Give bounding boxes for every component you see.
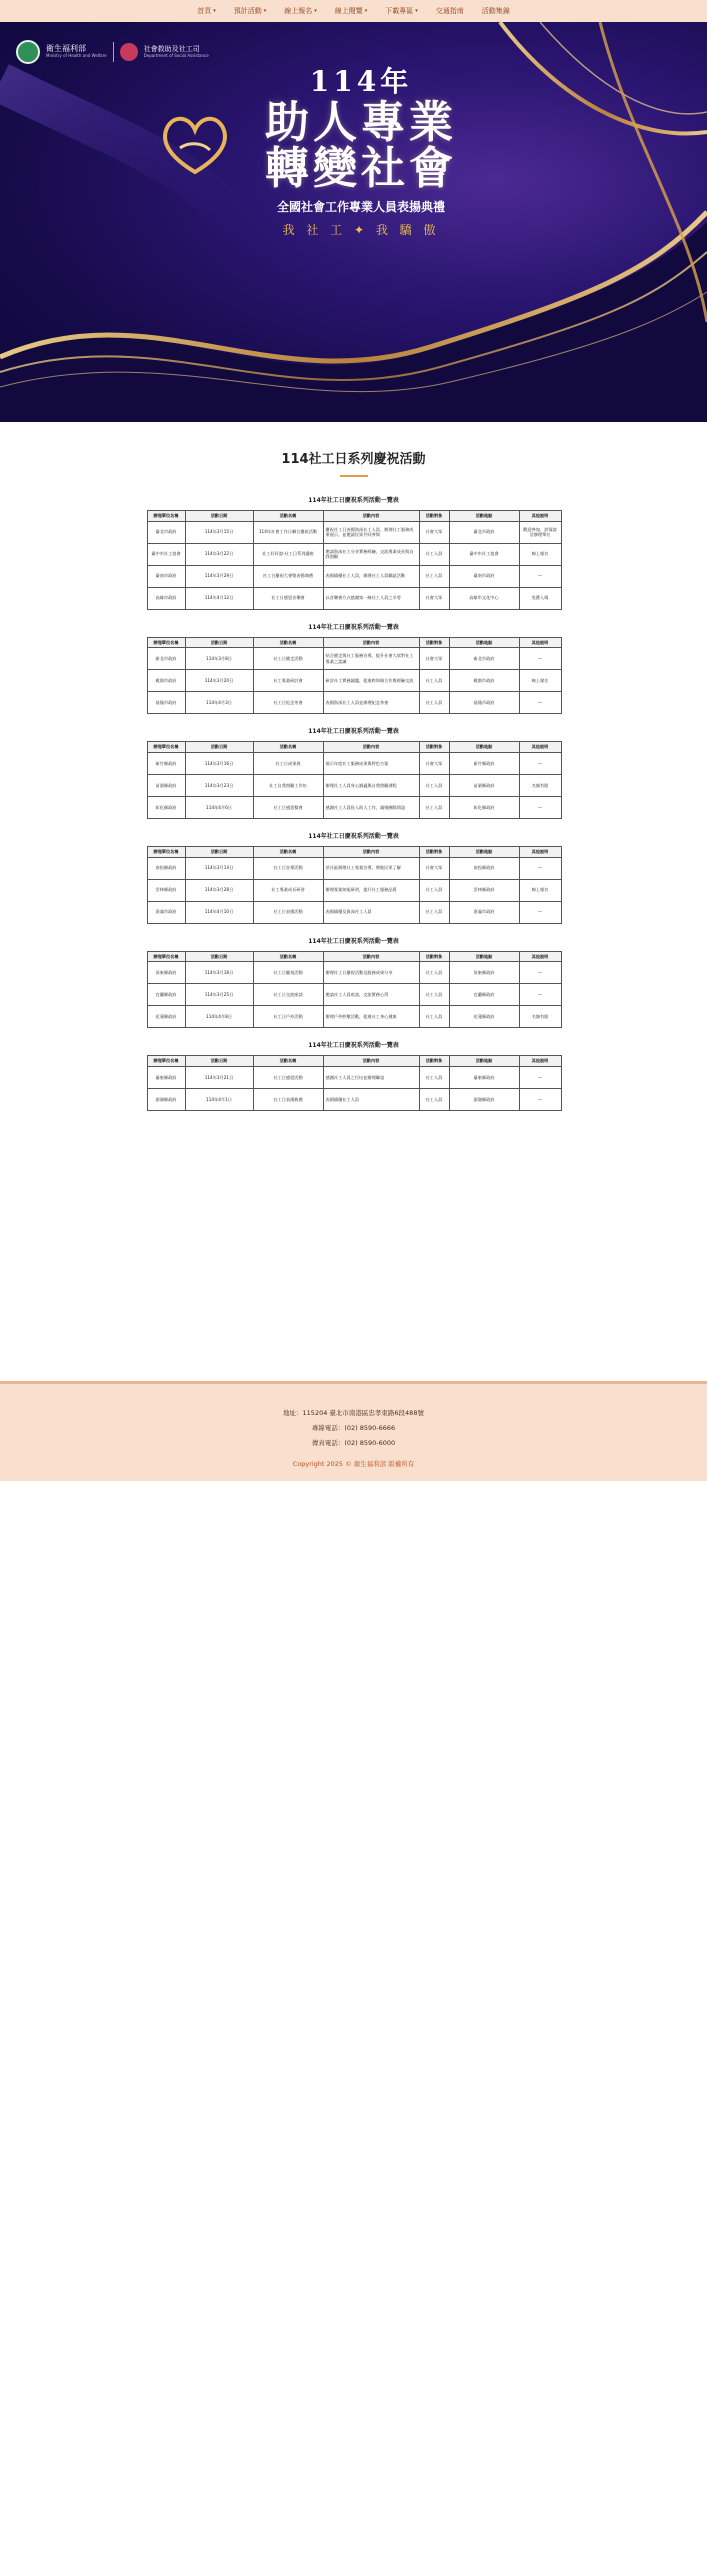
table-row	[147, 962, 561, 984]
table-cell: 社工人員	[419, 984, 449, 1006]
column-header: 活動日期	[185, 951, 253, 962]
column-header: 活動地點	[449, 847, 519, 858]
table-cell: 社工日健走活動	[253, 648, 323, 670]
column-header: 活動對象	[419, 637, 449, 648]
title-underline	[340, 475, 368, 477]
table-cell: 114年3月23日	[185, 775, 253, 797]
table-row	[147, 565, 561, 587]
schedule-table	[147, 846, 562, 924]
column-header: 辦理單位名稱	[147, 951, 185, 962]
column-header: 其他說明	[519, 742, 561, 753]
table-cell: 表揚績優社工人員	[323, 1089, 419, 1111]
table-cell: 彰化縣政府	[449, 797, 519, 819]
table-cell: 社會大眾	[419, 753, 449, 775]
table-cell: 社工人員	[419, 962, 449, 984]
table-cell: 表揚績優社工人員，辦理社工人員聯誼活動	[323, 565, 419, 587]
hero-headline-2: 轉變社會	[265, 143, 457, 195]
schedule-table	[147, 951, 562, 1029]
main-content	[0, 448, 707, 1111]
table-cell: 社工人員	[419, 797, 449, 819]
column-header: 其他說明	[519, 1056, 561, 1067]
column-header: 活動名稱	[253, 637, 323, 648]
chevron-down-icon: ▾	[415, 8, 418, 14]
column-header: 其他說明	[519, 847, 561, 858]
nav-item-label: 首頁	[197, 7, 212, 15]
footer-phone: 專線電話：(02) 8590-6666	[311, 1424, 396, 1433]
column-header: 辦理單位名稱	[147, 742, 185, 753]
table-cell: 桃園市政府	[449, 670, 519, 692]
table-cell: 臺東縣政府	[449, 1067, 519, 1089]
table-cell: 社工人員	[419, 775, 449, 797]
table-cell: 免費入場	[519, 587, 561, 609]
table-row	[147, 521, 561, 543]
table-cell: 社工日慶祝大會暨表揚典禮	[253, 565, 323, 587]
table-cell: 臺南市政府	[147, 565, 185, 587]
footer-address: 地址：115204 臺北市南港區忠孝東路6段488號	[283, 1409, 424, 1418]
column-header: 活動日期	[185, 742, 253, 753]
column-header: 活動名稱	[253, 951, 323, 962]
table-cell: 名額有限	[519, 775, 561, 797]
table-cell: 於社區辦理社工專業宣導，增進民眾了解	[323, 857, 419, 879]
table-cell: 114年4月1日	[185, 1089, 253, 1111]
table-cell: 114年3月29日	[185, 565, 253, 587]
table-heading: 114年社工日慶祝系列活動一覽表	[308, 937, 399, 945]
column-header: 活動內容	[323, 847, 419, 858]
hero-subtitle: 全國社會工作專業人員表揚典禮	[276, 200, 445, 215]
table-cell: 表揚績優及資深社工人員	[323, 901, 419, 923]
column-header: 活動地點	[449, 742, 519, 753]
column-header: 活動內容	[323, 1056, 419, 1067]
table-cell: 感謝社工人員之付出並辦理聯誼	[323, 1067, 419, 1089]
column-header: 辦理單位名稱	[147, 847, 185, 858]
table-cell: 表揚資深社工人員並辦理紀念茶會	[323, 692, 419, 714]
table-cell: 114年4月6日	[185, 797, 253, 819]
table-cell: 嘉義市政府	[449, 901, 519, 923]
column-header: 其他說明	[519, 637, 561, 648]
table-cell: 臺中市社工協會	[147, 543, 185, 565]
table-cell: 社工人員	[419, 1089, 449, 1111]
table-cell: 社工日紀念茶會	[253, 692, 323, 714]
table-cell: 社會大眾	[419, 587, 449, 609]
nav-item-6[interactable]	[482, 6, 510, 16]
table-cell: 花蓮縣政府	[147, 1006, 185, 1028]
table-cell: 慶祝社工日表揚資深社工人員、辦理社工服務成果展示，並邀請民眾共同參與	[323, 521, 419, 543]
schedule-table	[147, 637, 562, 715]
table-cell: 雲林縣政府	[449, 879, 519, 901]
table-row	[147, 1067, 561, 1089]
column-header: 活動地點	[449, 637, 519, 648]
table-cell: 辦理專業知能研習，提升社工服務品質	[323, 879, 419, 901]
table-cell: 114年3月8日	[185, 648, 253, 670]
footer-copyright: Copyright 2025 © 衛生福利部 版權所有	[292, 1460, 415, 1469]
table-cell: 社工日感恩活動	[253, 1067, 323, 1089]
column-header: 活動內容	[323, 951, 419, 962]
ministry-english: Ministry of Health and Welfare	[46, 53, 107, 59]
table-row	[147, 1089, 561, 1111]
table-cell: 感謝社工人員投入助人工作，凝聚團隊情誼	[323, 797, 419, 819]
schedule-block	[147, 831, 561, 924]
table-cell: 社工人員	[419, 565, 449, 587]
table-cell: 基隆市政府	[147, 692, 185, 714]
nav-item-label: 活動集錦	[481, 7, 510, 15]
page-title: 114社工日系列慶祝活動	[281, 452, 426, 467]
table-cell: 線上報名	[519, 670, 561, 692]
logo-divider	[113, 42, 114, 62]
schedule-tables	[0, 495, 707, 1111]
table-cell: 臺中市社工協會	[449, 543, 519, 565]
table-cell: 社工人員	[419, 543, 449, 565]
table-cell: —	[519, 565, 561, 587]
table-heading: 114年社工日慶祝系列活動一覽表	[308, 1042, 399, 1050]
schedule-block	[147, 726, 561, 819]
table-cell: 澎湖縣政府	[147, 1089, 185, 1111]
table-cell: 社工好好說-社工日系列講座	[253, 543, 323, 565]
table-cell: 屏東縣政府	[147, 962, 185, 984]
table-cell: 114年社會工作日聯合慶祝活動	[253, 521, 323, 543]
table-heading: 114年社工日慶祝系列活動一覽表	[308, 728, 399, 736]
chevron-down-icon: ▾	[263, 8, 267, 14]
table-cell: 114年4月8日	[185, 1006, 253, 1028]
hero-banner	[0, 22, 707, 422]
table-cell: 花蓮縣政府	[449, 1006, 519, 1028]
table-cell: 114年4月12日	[185, 587, 253, 609]
column-header: 活動對象	[419, 847, 449, 858]
table-cell: 114年3月21日	[185, 1067, 253, 1089]
table-cell: 114年3月14日	[185, 857, 253, 879]
table-cell: 社工日表揚典禮	[253, 1089, 323, 1111]
table-cell: 社工日慶祝活動	[253, 962, 323, 984]
table-cell: 辦理社工日慶祝活動及服務成果分享	[323, 962, 419, 984]
table-cell: 結合健走與社工服務宣導，提升社會大眾對社工專業之認識	[323, 648, 419, 670]
table-cell: 社工人員	[419, 670, 449, 692]
table-cell: 114年3月25日	[185, 984, 253, 1006]
table-row	[147, 692, 561, 714]
table-cell: 社會大眾	[419, 521, 449, 543]
table-heading: 114年社工日慶祝系列活動一覽表	[308, 833, 399, 841]
chevron-down-icon: ▾	[364, 8, 368, 14]
site-footer	[0, 1381, 707, 1481]
column-header: 辦理單位名稱	[147, 511, 185, 522]
table-cell: 社會大眾	[419, 857, 449, 879]
table-cell: 社工日戶外活動	[253, 1006, 323, 1028]
nav-item-2[interactable]	[284, 6, 317, 16]
table-heading: 114年社工日慶祝系列活動一覽表	[308, 623, 399, 631]
column-header: 活動名稱	[253, 1056, 323, 1067]
table-cell: 114年3月28日	[185, 879, 253, 901]
table-row	[147, 775, 561, 797]
schedule-table	[147, 741, 562, 819]
schedule-table	[147, 510, 562, 610]
table-row	[147, 879, 561, 901]
table-cell: 114年3月18日	[185, 962, 253, 984]
table-cell: 新竹縣政府	[449, 753, 519, 775]
table-cell: 114年3月22日	[185, 543, 253, 565]
table-cell: 嘉義市政府	[147, 901, 185, 923]
ministry-seal-icon	[16, 40, 40, 64]
hero-slogan: 我 社 工 ✦ 我 驕 傲	[282, 223, 440, 238]
department-name: 社會救助及社工司	[143, 44, 200, 53]
table-row	[147, 543, 561, 565]
column-header: 活動名稱	[253, 742, 323, 753]
table-cell: 澎湖縣政府	[449, 1089, 519, 1111]
table-cell: 社工自我照顧工作坊	[253, 775, 323, 797]
table-cell: —	[519, 984, 561, 1006]
chevron-down-icon: ▾	[314, 8, 317, 14]
nav-item-5[interactable]	[436, 6, 464, 16]
table-cell: 社工日宣導活動	[253, 857, 323, 879]
nav-item-4[interactable]	[385, 6, 418, 16]
table-row	[147, 587, 561, 609]
schedule-block	[147, 1040, 561, 1111]
table-cell: —	[519, 692, 561, 714]
table-cell: 社工人員	[419, 879, 449, 901]
table-cell: 社工日成果展	[253, 753, 323, 775]
table-cell: 社工人員	[419, 1006, 449, 1028]
table-heading: 114年社工日慶祝系列活動一覽表	[308, 497, 399, 504]
table-cell: 社工日表揚活動	[253, 901, 323, 923]
table-row	[147, 648, 561, 670]
table-row	[147, 901, 561, 923]
table-cell: 歡迎參加，詳情請洽辦理單位	[519, 521, 561, 543]
table-cell: 研討社工實務議題，促進跨領域合作與經驗交流	[323, 670, 419, 692]
table-cell: 114年3月16日	[185, 753, 253, 775]
table-cell: —	[519, 1067, 561, 1089]
table-cell: 臺東縣政府	[147, 1067, 185, 1089]
nav-item-label: 線上報名	[284, 7, 313, 15]
table-cell: 社工人員	[419, 1067, 449, 1089]
table-cell: 社工專業成長研習	[253, 879, 323, 901]
column-header: 辦理單位名稱	[147, 1056, 185, 1067]
table-cell: 高雄市文化中心	[449, 587, 519, 609]
nav-item-1[interactable]	[234, 6, 267, 16]
nav-item-label: 預計活動	[233, 7, 262, 15]
table-cell: 新竹縣政府	[147, 753, 185, 775]
table-cell: 苗栗縣政府	[147, 775, 185, 797]
column-header: 活動內容	[323, 637, 419, 648]
table-cell: 邀請社工人員座談，交流實務心得	[323, 984, 419, 1006]
table-row	[147, 753, 561, 775]
table-cell: 名額有限	[519, 1006, 561, 1028]
nav-item-0[interactable]	[197, 6, 216, 16]
table-cell: 屏東縣政府	[449, 962, 519, 984]
table-cell: —	[519, 1089, 561, 1111]
schedule-block	[147, 495, 561, 610]
table-cell: 114年3月20日	[185, 670, 253, 692]
hero-title-block	[216, 60, 506, 238]
table-cell: 114年4月10日	[185, 901, 253, 923]
chevron-down-icon: ▾	[213, 8, 216, 14]
table-row	[147, 797, 561, 819]
column-header: 活動對象	[419, 1056, 449, 1067]
table-cell: 辦理社工人員身心調適與自我照顧課程	[323, 775, 419, 797]
table-cell: 邀請資深社工分享實務經驗，交流專業成長與自我照顧	[323, 543, 419, 565]
column-header: 活動地點	[449, 951, 519, 962]
schedule-block	[147, 622, 561, 715]
nav-item-label: 交通指南	[435, 7, 464, 15]
table-row	[147, 857, 561, 879]
table-cell: 線上報名	[519, 879, 561, 901]
column-header: 活動對象	[419, 742, 449, 753]
hero-headline-1: 助人專業	[265, 97, 457, 148]
table-cell: 高雄市政府	[147, 587, 185, 609]
table-cell: 社工日交流座談	[253, 984, 323, 1006]
table-cell: 114年3月15日	[185, 521, 253, 543]
table-cell: —	[519, 901, 561, 923]
department-logo-icon	[120, 43, 138, 61]
column-header: 活動日期	[185, 847, 253, 858]
column-header: 活動內容	[323, 511, 419, 522]
table-row	[147, 670, 561, 692]
logo-area	[16, 40, 209, 64]
top-navigation	[0, 0, 707, 22]
table-cell: 新北市政府	[147, 648, 185, 670]
table-cell: 辦理戶外紓壓活動，促進社工身心健康	[323, 1006, 419, 1028]
table-cell: 桃園市政府	[147, 670, 185, 692]
table-cell: 社工人員	[419, 692, 449, 714]
table-row	[147, 984, 561, 1006]
column-header: 辦理單位名稱	[147, 637, 185, 648]
ministry-name: 衛生福利部	[46, 44, 86, 54]
table-cell: 社會大眾	[419, 648, 449, 670]
column-header: 活動名稱	[253, 847, 323, 858]
table-cell: —	[519, 648, 561, 670]
nav-item-label: 線上閱覽	[334, 7, 363, 15]
table-cell: 以音樂會方式感謝第一線社工人員之辛勞	[323, 587, 419, 609]
table-cell: 社工專業研討會	[253, 670, 323, 692]
table-cell: 宜蘭縣政府	[449, 984, 519, 1006]
table-cell: 南投縣政府	[147, 857, 185, 879]
table-cell: 114年4月3日	[185, 692, 253, 714]
table-cell: 展示年度社工服務成果與特色方案	[323, 753, 419, 775]
table-cell: —	[519, 797, 561, 819]
nav-item-3[interactable]	[335, 6, 368, 16]
column-header: 其他說明	[519, 511, 561, 522]
department-english: Department of Social Assistance	[143, 52, 209, 58]
table-cell: 臺北市政府	[449, 521, 519, 543]
nav-item-label: 下載專區	[385, 7, 414, 15]
table-cell: 基隆市政府	[449, 692, 519, 714]
column-header: 活動內容	[323, 742, 419, 753]
column-header: 活動地點	[449, 1056, 519, 1067]
table-cell: —	[519, 753, 561, 775]
hero-year: 114年	[309, 65, 413, 98]
footer-fax: 傳真電話：(02) 8590-6000	[311, 1439, 396, 1448]
table-cell: 南投縣政府	[449, 857, 519, 879]
column-header: 活動對象	[419, 951, 449, 962]
table-cell: 新北市政府	[449, 648, 519, 670]
table-row	[147, 1006, 561, 1028]
table-cell: 彰化縣政府	[147, 797, 185, 819]
table-cell: 臺北市政府	[147, 521, 185, 543]
table-cell: 社工人員	[419, 901, 449, 923]
schedule-table	[147, 1055, 562, 1111]
table-cell: 宜蘭縣政府	[147, 984, 185, 1006]
column-header: 活動對象	[419, 511, 449, 522]
column-header: 活動名稱	[253, 511, 323, 522]
column-header: 活動日期	[185, 637, 253, 648]
column-header: 活動地點	[449, 511, 519, 522]
table-cell: 苗栗縣政府	[449, 775, 519, 797]
table-cell: 雲林縣政府	[147, 879, 185, 901]
column-header: 活動日期	[185, 511, 253, 522]
column-header: 活動日期	[185, 1056, 253, 1067]
table-cell: —	[519, 857, 561, 879]
schedule-block	[147, 936, 561, 1029]
table-cell: 社工日感恩音樂會	[253, 587, 323, 609]
table-cell: 線上報名	[519, 543, 561, 565]
column-header: 其他說明	[519, 951, 561, 962]
table-cell: 臺南市政府	[449, 565, 519, 587]
table-cell: 社工日感恩餐會	[253, 797, 323, 819]
table-cell: —	[519, 962, 561, 984]
